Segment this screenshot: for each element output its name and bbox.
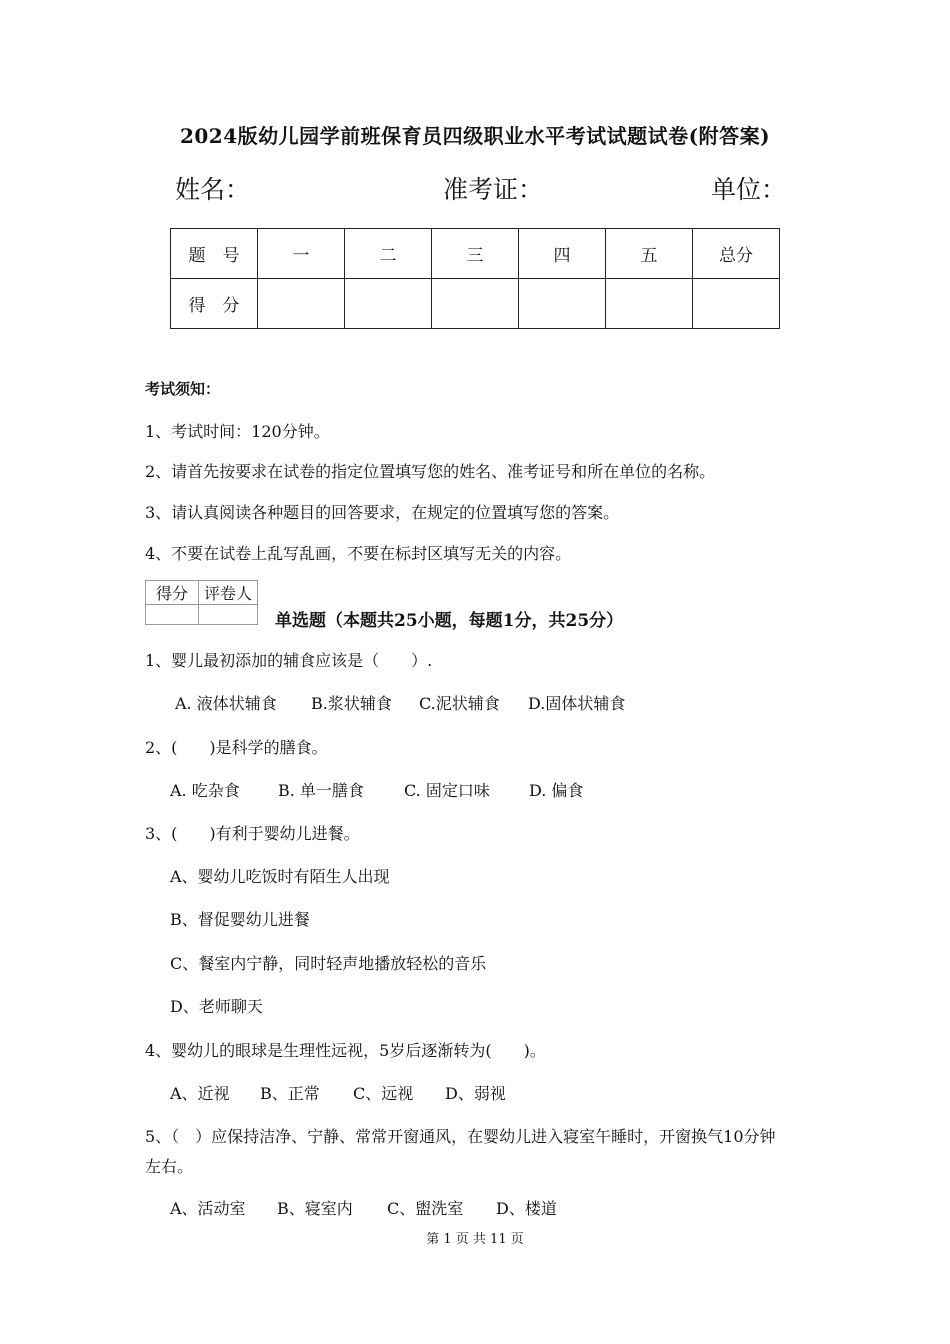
question-option[interactable]: C. 固定口味 xyxy=(404,781,490,800)
document-title: 2024版幼儿园学前班保育员四级职业水平考试试题试卷(附答案) xyxy=(179,124,771,148)
score-table-header-cell: 三 xyxy=(432,229,519,279)
notice-item: 2、请首先按要求在试卷的指定位置填写您的姓名、准考证号和所在单位的名称。 xyxy=(145,462,716,481)
question-stem: 5、（ ）应保持洁净、宁静、常常开窗通风，在婴幼儿进入寝室午睡时，开窗换气10分钟 xyxy=(145,1127,776,1146)
question-option[interactable]: C、远视 xyxy=(353,1084,414,1103)
score-table-header-cell: 题 号 xyxy=(171,229,258,279)
score-cell[interactable] xyxy=(606,279,693,329)
question-stem: 1、婴儿最初添加的辅食应该是（ ）. xyxy=(145,651,433,670)
question-option[interactable]: A. 吃杂食 xyxy=(170,781,240,800)
notice-heading: 考试须知： xyxy=(145,380,221,398)
question-option[interactable]: B.浆状辅食 xyxy=(311,694,392,713)
score-cell[interactable] xyxy=(519,279,606,329)
grader-name-cell[interactable] xyxy=(199,605,258,625)
score-table-header-cell: 总分 xyxy=(693,229,780,279)
question-stem: 2、( )是科学的膳食。 xyxy=(145,738,328,757)
page-number-footer: 第 1 页 共 11 页 xyxy=(426,1232,524,1247)
question-option[interactable]: A、婴幼儿吃饭时有陌生人出现 xyxy=(170,867,390,886)
grader-table xyxy=(145,580,258,625)
question-option[interactable]: C.泥状辅食 xyxy=(419,694,500,713)
exam-number-field-label: 准考证： xyxy=(443,175,544,204)
section-title: 单选题（本题共25小题，每题1分，共25分） xyxy=(275,611,624,631)
unit-field-label: 单位： xyxy=(711,175,787,204)
question-option[interactable]: D、弱视 xyxy=(445,1084,506,1103)
question-stem: 3、( )有利于婴幼儿进餐。 xyxy=(145,824,360,843)
score-table-header-cell: 一 xyxy=(258,229,345,279)
score-cell[interactable] xyxy=(345,279,432,329)
notice-item: 4、不要在试卷上乱写乱画，不要在标封区填写无关的内容。 xyxy=(145,544,572,563)
question-option[interactable]: D、楼道 xyxy=(496,1199,557,1218)
score-table-score-row xyxy=(171,279,780,329)
question-option[interactable]: C、餐室内宁静，同时轻声地播放轻松的音乐 xyxy=(170,954,487,973)
question-option[interactable]: B、正常 xyxy=(260,1084,320,1103)
question-option[interactable]: D. 偏食 xyxy=(529,781,584,800)
question-stem: 4、婴幼儿的眼球是生理性远视，5岁后逐渐转为( )。 xyxy=(145,1041,546,1060)
score-table-header-cell: 四 xyxy=(519,229,606,279)
question-option[interactable]: D、老师聊天 xyxy=(170,997,263,1016)
score-cell[interactable] xyxy=(432,279,519,329)
name-field-label: 姓名： xyxy=(175,175,251,204)
score-table-header-row xyxy=(171,229,780,279)
grader-score-cell[interactable] xyxy=(146,605,199,625)
notice-item: 1、考试时间：120分钟。 xyxy=(145,422,330,441)
score-table-header-cell: 二 xyxy=(345,229,432,279)
question-option[interactable]: D.固体状辅食 xyxy=(528,694,626,713)
score-table-header-cell: 五 xyxy=(606,229,693,279)
question-option[interactable]: A、近视 xyxy=(170,1084,230,1103)
question-option[interactable]: B. 单一膳食 xyxy=(278,781,364,800)
question-option[interactable]: A. 液体状辅食 xyxy=(175,694,277,713)
question-option[interactable]: A、活动室 xyxy=(170,1199,246,1218)
question-option[interactable]: C、盥洗室 xyxy=(387,1199,464,1218)
question-option[interactable]: B、督促婴幼儿进餐 xyxy=(170,910,310,929)
score-table xyxy=(170,228,780,329)
question-option[interactable]: B、寝室内 xyxy=(277,1199,353,1218)
grader-table-score-header: 得分 xyxy=(146,581,199,605)
question-stem-continuation: 左右。 xyxy=(145,1157,194,1176)
score-cell[interactable] xyxy=(258,279,345,329)
notice-item: 3、请认真阅读各种题目的回答要求，在规定的位置填写您的答案。 xyxy=(145,503,620,522)
score-cell[interactable] xyxy=(693,279,780,329)
score-row-label: 得 分 xyxy=(171,279,258,329)
grader-table-grader-header: 评卷人 xyxy=(199,581,258,605)
